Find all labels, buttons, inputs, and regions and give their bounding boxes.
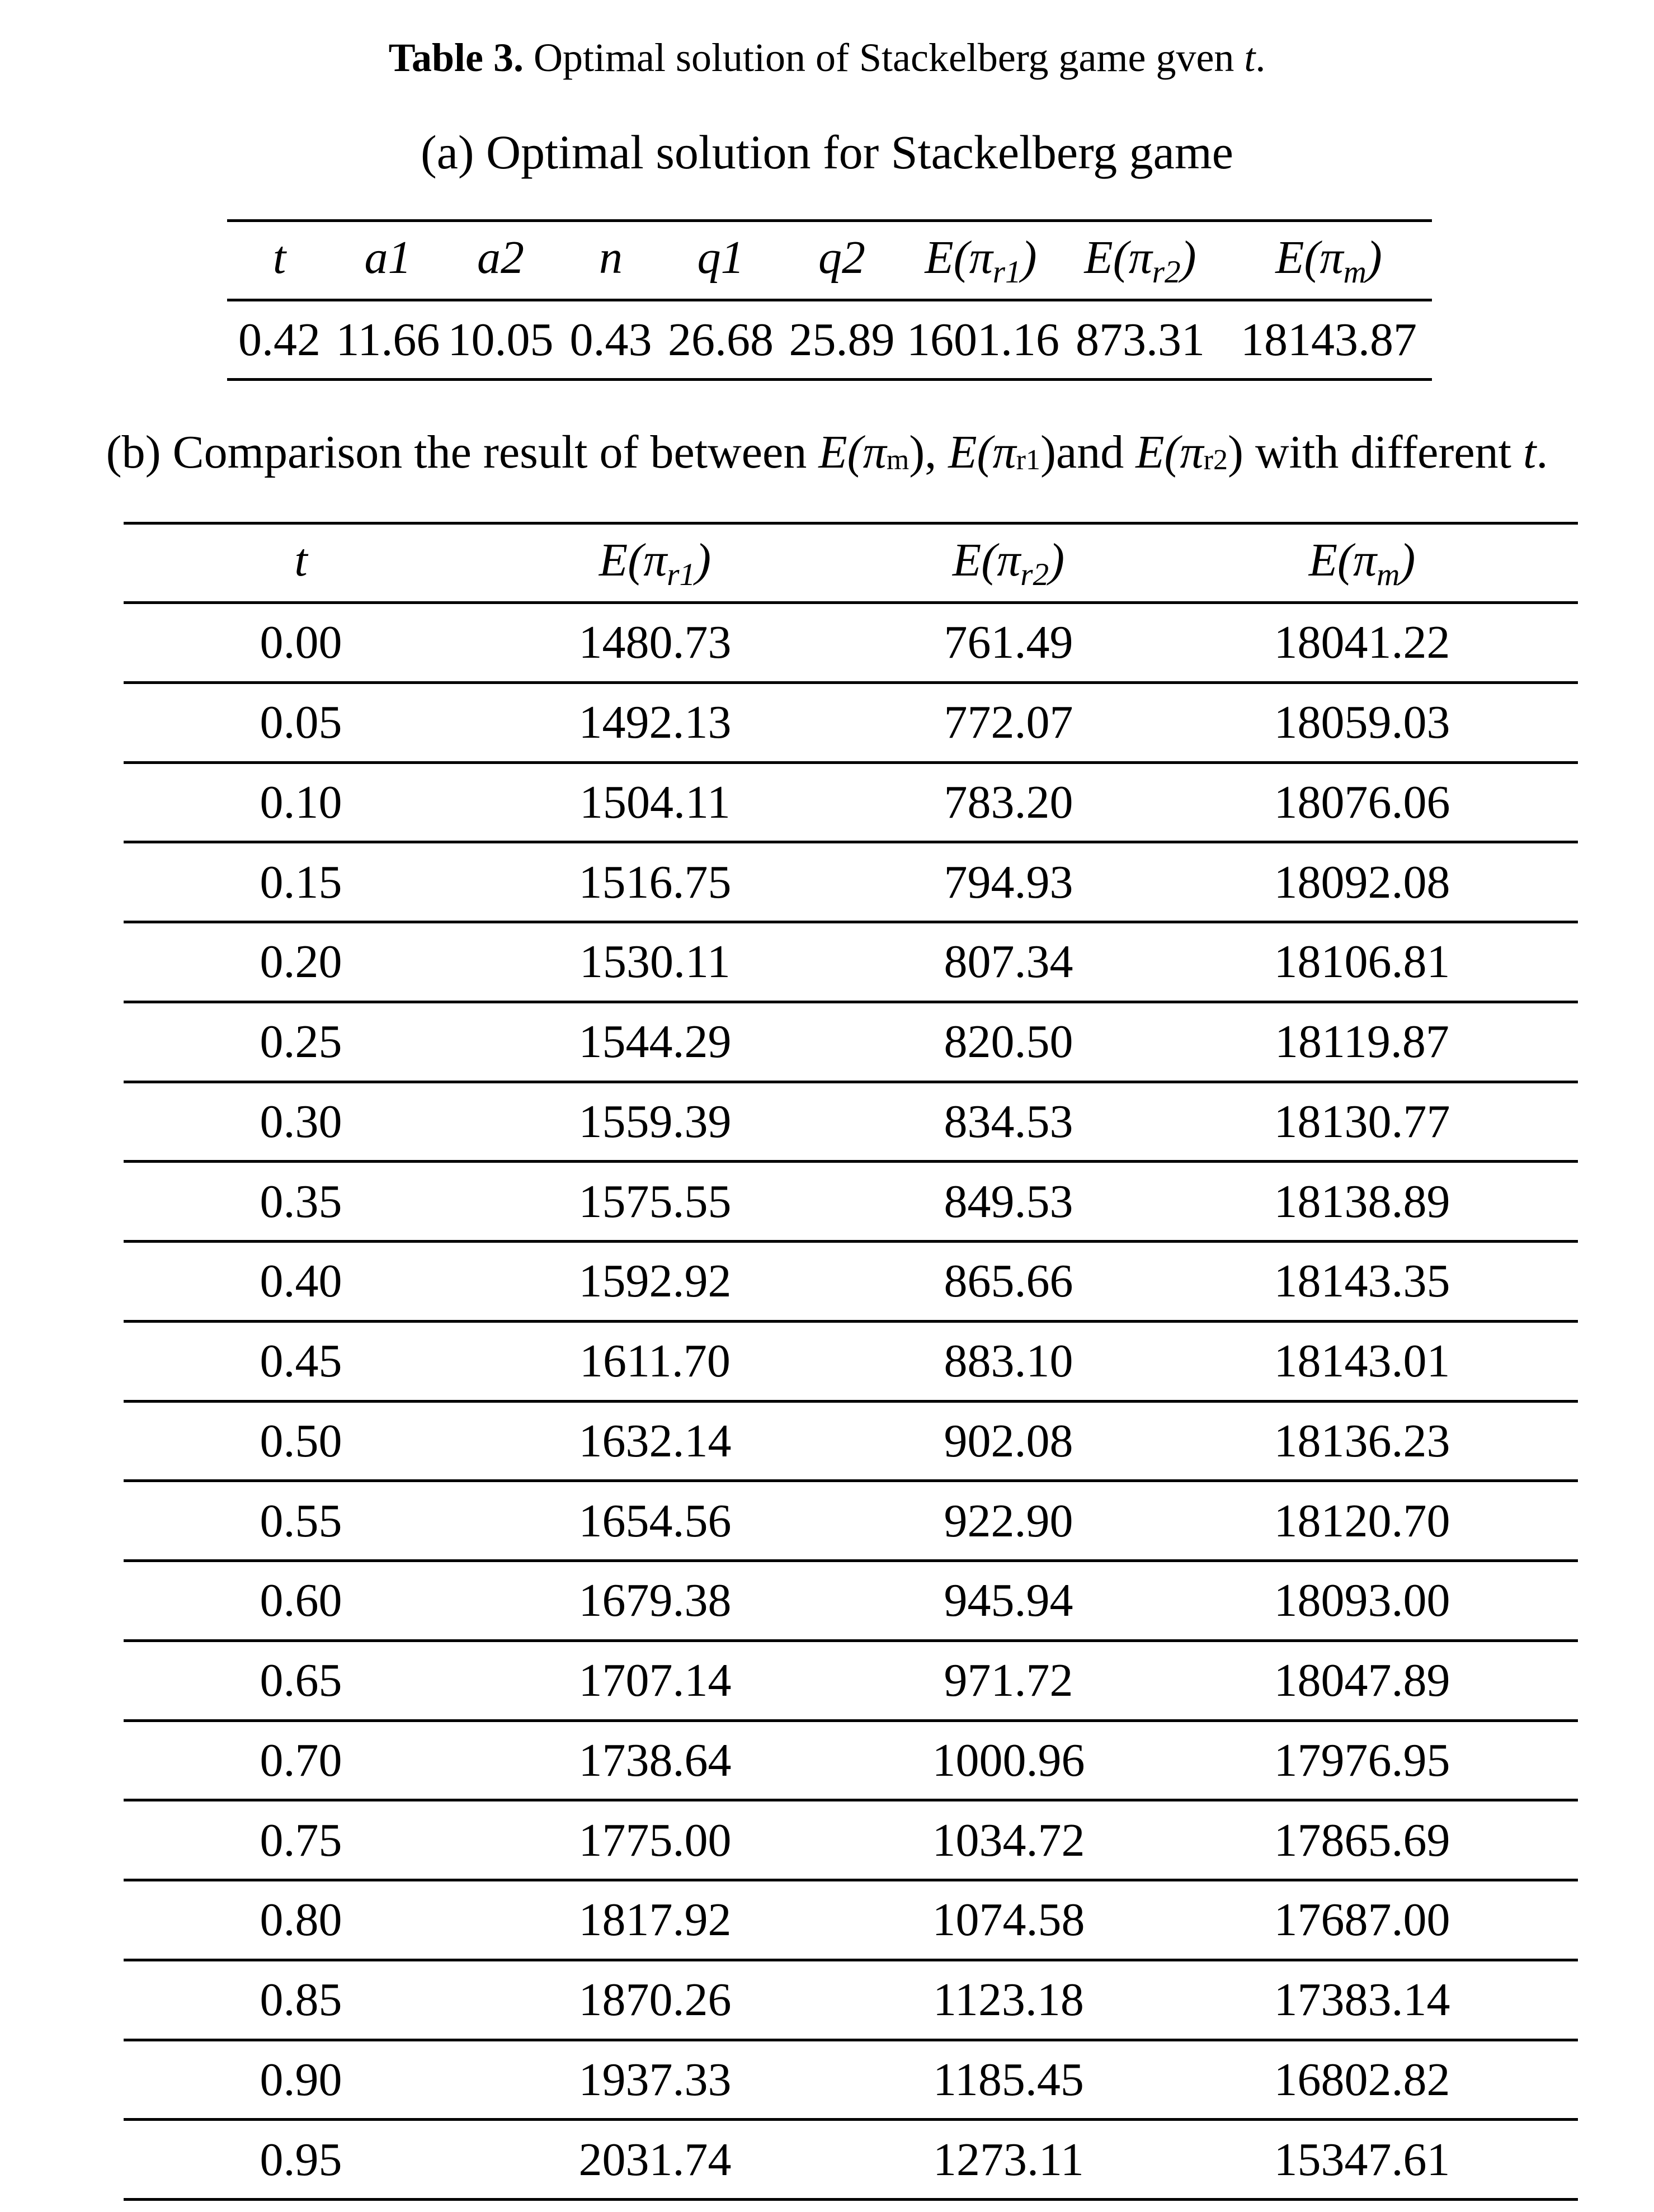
table-cell: 1870.26 bbox=[578, 1974, 732, 2026]
header-base: E(π bbox=[599, 534, 667, 586]
table-cell: 25.89 bbox=[789, 314, 895, 366]
spacer-cell bbox=[1539, 1640, 1578, 1720]
spacer-cell bbox=[1539, 1481, 1578, 1561]
header-base: t bbox=[294, 534, 308, 586]
spacer-cell bbox=[1539, 922, 1578, 1002]
spacer-cell bbox=[1539, 1720, 1578, 1800]
comparison-table bbox=[124, 522, 1578, 2201]
table-cell: 945.94 bbox=[944, 1574, 1073, 1627]
caption-b-expr: E(π bbox=[948, 426, 1016, 478]
table-cell: 0.20 bbox=[260, 936, 342, 988]
table-cell: 1575.55 bbox=[578, 1175, 732, 1228]
spacer-cell bbox=[1539, 523, 1578, 603]
table-cell: 0.15 bbox=[260, 856, 342, 908]
table-cell: 783.20 bbox=[944, 776, 1073, 828]
table-cell: 18143.01 bbox=[1274, 1335, 1450, 1388]
column-header bbox=[478, 523, 832, 603]
table-row bbox=[124, 682, 1578, 762]
caption-b-text: )and bbox=[1040, 426, 1136, 478]
table-cell: 17976.95 bbox=[1274, 1734, 1450, 1786]
table-cell: 18119.87 bbox=[1275, 1016, 1449, 1068]
table-cell: 834.53 bbox=[944, 1095, 1073, 1148]
spacer-cell bbox=[1539, 1242, 1578, 1322]
table-cell: 10.05 bbox=[447, 314, 554, 366]
column-header bbox=[1226, 221, 1432, 300]
header-close: ) bbox=[1180, 231, 1196, 284]
table-row bbox=[124, 1162, 1578, 1242]
table-cell: 1074.58 bbox=[932, 1894, 1085, 1946]
table-row bbox=[124, 1960, 1578, 2040]
table-cell: 0.45 bbox=[260, 1335, 342, 1388]
spacer-cell bbox=[1539, 1800, 1578, 1880]
header-base: E(π bbox=[1308, 534, 1377, 586]
table-cell: 1592.92 bbox=[578, 1255, 732, 1308]
table-cell: 18130.77 bbox=[1274, 1095, 1450, 1148]
table-row bbox=[124, 1800, 1578, 1880]
table-cell: 0.65 bbox=[260, 1654, 342, 1707]
table-row bbox=[124, 1401, 1578, 1481]
table-cell: 1123.18 bbox=[933, 1974, 1084, 2026]
subtitle-a: (a) Optimal solution for Stackelberg game bbox=[421, 125, 1233, 179]
header-base: n bbox=[599, 231, 623, 284]
column-header bbox=[777, 221, 907, 300]
table-row bbox=[124, 1640, 1578, 1720]
caption-b-sub: r1 bbox=[1016, 444, 1040, 476]
column-header bbox=[832, 523, 1185, 603]
table-cell: 849.53 bbox=[944, 1175, 1073, 1228]
spacer-cell bbox=[1539, 1002, 1578, 1082]
header-base: q2 bbox=[818, 231, 865, 284]
column-header bbox=[227, 221, 332, 300]
table-cell: 0.43 bbox=[569, 314, 652, 366]
spacer-cell bbox=[1539, 762, 1578, 842]
table-cell: 18143.35 bbox=[1274, 1255, 1450, 1308]
table-cell: 0.80 bbox=[260, 1894, 342, 1946]
table-cell: 1707.14 bbox=[578, 1654, 732, 1707]
header-close: ) bbox=[1399, 534, 1416, 586]
table-row bbox=[124, 2040, 1578, 2120]
table-cell: 1516.75 bbox=[578, 856, 732, 908]
header-sub: r1 bbox=[992, 254, 1021, 290]
header-base: E(π bbox=[1275, 231, 1344, 284]
caption-b-end: . bbox=[1536, 426, 1548, 478]
table-cell: 17865.69 bbox=[1274, 1814, 1450, 1866]
table-cell: 1530.11 bbox=[579, 936, 731, 988]
table-cell: 0.85 bbox=[260, 1974, 342, 2026]
table-cell: 1738.64 bbox=[578, 1734, 732, 1786]
header-base: q1 bbox=[697, 231, 744, 284]
caption-b bbox=[0, 425, 1654, 479]
table-cell: 1504.11 bbox=[579, 776, 731, 828]
column-header bbox=[1185, 523, 1539, 603]
table-cell: 0.30 bbox=[260, 1095, 342, 1148]
header-sub: r2 bbox=[1152, 254, 1181, 290]
table-row bbox=[124, 1242, 1578, 1322]
table-row bbox=[124, 2120, 1578, 2200]
header-base: E(π bbox=[925, 231, 993, 284]
table-cell: 17687.00 bbox=[1274, 1894, 1450, 1946]
table-row bbox=[124, 1720, 1578, 1800]
table-cell: 0.75 bbox=[260, 1814, 342, 1866]
table-cell: 17383.14 bbox=[1274, 1974, 1450, 2026]
table-cell: 1601.16 bbox=[907, 314, 1059, 366]
table-cell: 1654.56 bbox=[578, 1494, 732, 1547]
table-cell: 0.35 bbox=[260, 1175, 342, 1228]
table-cell: 873.31 bbox=[1076, 314, 1205, 366]
table-b-header-row bbox=[124, 523, 1578, 603]
table-cell: 865.66 bbox=[944, 1255, 1073, 1308]
header-sub: r1 bbox=[667, 557, 696, 593]
table-cell: 0.50 bbox=[260, 1414, 342, 1467]
table-row bbox=[124, 603, 1578, 683]
spacer-cell bbox=[1539, 1960, 1578, 2040]
optimal-solution-table bbox=[227, 219, 1432, 381]
table-cell: 761.49 bbox=[944, 616, 1073, 669]
header-base: t bbox=[272, 231, 286, 284]
spacer-cell bbox=[1539, 1880, 1578, 1960]
header-sub: m bbox=[1377, 557, 1400, 593]
caption-b-expr: E(π bbox=[818, 426, 887, 478]
caption-b-sub: r2 bbox=[1203, 444, 1228, 476]
table-cell: 883.10 bbox=[944, 1335, 1073, 1388]
table-cell: 18138.89 bbox=[1274, 1175, 1450, 1228]
table-cell: 0.25 bbox=[260, 1016, 342, 1068]
caption-b-sub: m bbox=[886, 444, 910, 476]
table-cell: 18143.87 bbox=[1241, 314, 1417, 366]
table-cell: 0.55 bbox=[260, 1494, 342, 1547]
table-cell: 1611.70 bbox=[579, 1335, 731, 1388]
table-cell: 18106.81 bbox=[1274, 936, 1450, 988]
spacer-cell bbox=[1539, 2120, 1578, 2200]
table-cell: 2031.74 bbox=[578, 2133, 732, 2186]
table-row bbox=[124, 762, 1578, 842]
table-cell: 18093.00 bbox=[1274, 1574, 1450, 1627]
table-title bbox=[0, 35, 1654, 81]
table-cell: 0.05 bbox=[260, 696, 342, 749]
table-cell: 1492.13 bbox=[578, 696, 732, 749]
header-base: a2 bbox=[477, 231, 524, 284]
table-row bbox=[124, 842, 1578, 922]
table-cell: 16802.82 bbox=[1274, 2053, 1450, 2106]
column-header bbox=[444, 221, 557, 300]
spacer-cell bbox=[1539, 2040, 1578, 2120]
table-row bbox=[124, 1481, 1578, 1561]
caption-b-text: ), bbox=[909, 426, 949, 478]
table-cell: 1034.72 bbox=[932, 1814, 1085, 1866]
table-cell: 0.95 bbox=[260, 2133, 342, 2186]
spacer-cell bbox=[1539, 682, 1578, 762]
column-header bbox=[124, 523, 478, 603]
caption-b-text: ) with different bbox=[1228, 426, 1523, 478]
header-close: ) bbox=[1049, 534, 1065, 586]
table-cell: 1273.11 bbox=[933, 2133, 1084, 2186]
caption-b-expr: E(π bbox=[1135, 426, 1204, 478]
table-cell: 18076.06 bbox=[1274, 776, 1450, 828]
table-cell: 1679.38 bbox=[578, 1574, 732, 1627]
table-title-text: Optimal solution of Stackelberg game gven bbox=[524, 35, 1245, 80]
table-cell: 15347.61 bbox=[1274, 2133, 1450, 2186]
table-cell: 11.66 bbox=[336, 314, 440, 366]
table-a-header-row bbox=[227, 221, 1432, 300]
table-cell: 0.10 bbox=[260, 776, 342, 828]
table-cell: 0.00 bbox=[260, 616, 342, 669]
header-base: E(π bbox=[952, 534, 1021, 586]
table-cell: 971.72 bbox=[944, 1654, 1073, 1707]
spacer-cell bbox=[1539, 1162, 1578, 1242]
table-cell: 18136.23 bbox=[1274, 1414, 1450, 1467]
table-row bbox=[124, 1321, 1578, 1401]
table-cell: 18092.08 bbox=[1274, 856, 1450, 908]
spacer-cell bbox=[1539, 1401, 1578, 1481]
table-cell: 1185.45 bbox=[933, 2053, 1084, 2106]
table-cell: 794.93 bbox=[944, 856, 1073, 908]
header-base: a1 bbox=[364, 231, 412, 284]
table-title-end: . bbox=[1255, 35, 1266, 80]
table-cell: 0.60 bbox=[260, 1574, 342, 1627]
caption-b-var: t bbox=[1523, 426, 1537, 478]
spacer-cell bbox=[1539, 1561, 1578, 1641]
header-close: ) bbox=[1021, 231, 1037, 284]
spacer-cell bbox=[1539, 1082, 1578, 1162]
table-cell: 18059.03 bbox=[1274, 696, 1450, 749]
table-cell: 1559.39 bbox=[578, 1095, 732, 1148]
header-base: E(π bbox=[1084, 231, 1152, 284]
table-cell: 18120.70 bbox=[1274, 1494, 1450, 1547]
spacer-cell bbox=[1539, 603, 1578, 683]
column-header bbox=[1055, 221, 1226, 300]
table-row bbox=[124, 1002, 1578, 1082]
table-cell: 1937.33 bbox=[578, 2053, 732, 2106]
header-sub: m bbox=[1343, 254, 1366, 290]
table-cell: 807.34 bbox=[944, 936, 1073, 988]
table-cell: 0.90 bbox=[260, 2053, 342, 2106]
table-cell: 1775.00 bbox=[578, 1814, 732, 1866]
table-cell: 1632.14 bbox=[578, 1414, 732, 1467]
table-cell: 772.07 bbox=[944, 696, 1073, 749]
column-header bbox=[332, 221, 444, 300]
table-cell: 0.42 bbox=[238, 314, 321, 366]
table-a-row bbox=[227, 300, 1432, 380]
table-row bbox=[124, 1561, 1578, 1641]
table-cell: 0.70 bbox=[260, 1734, 342, 1786]
table-cell: 0.40 bbox=[260, 1255, 342, 1308]
header-close: ) bbox=[1366, 231, 1382, 284]
table-cell: 902.08 bbox=[944, 1414, 1073, 1467]
table-cell: 922.90 bbox=[944, 1494, 1073, 1547]
header-close: ) bbox=[695, 534, 711, 586]
table-cell: 1817.92 bbox=[578, 1894, 732, 1946]
table-cell: 18047.89 bbox=[1274, 1654, 1450, 1707]
spacer-cell bbox=[1539, 842, 1578, 922]
table-row bbox=[124, 1082, 1578, 1162]
table-label: Table 3. bbox=[388, 35, 524, 80]
table-title-var: t bbox=[1244, 35, 1256, 80]
table-cell: 18041.22 bbox=[1274, 616, 1450, 669]
column-header bbox=[665, 221, 777, 300]
column-header bbox=[557, 221, 665, 300]
column-header bbox=[907, 221, 1055, 300]
table-cell: 1544.29 bbox=[578, 1016, 732, 1068]
table-row bbox=[124, 1880, 1578, 1960]
table-cell: 26.68 bbox=[668, 314, 774, 366]
table-cell: 1480.73 bbox=[578, 616, 732, 669]
header-sub: r2 bbox=[1020, 557, 1049, 593]
table-row bbox=[124, 922, 1578, 1002]
table-cell: 1000.96 bbox=[932, 1734, 1085, 1786]
caption-b-text: (b) Comparison the result of between bbox=[106, 426, 819, 478]
spacer-cell bbox=[1539, 1321, 1578, 1401]
table-cell: 820.50 bbox=[944, 1016, 1073, 1068]
